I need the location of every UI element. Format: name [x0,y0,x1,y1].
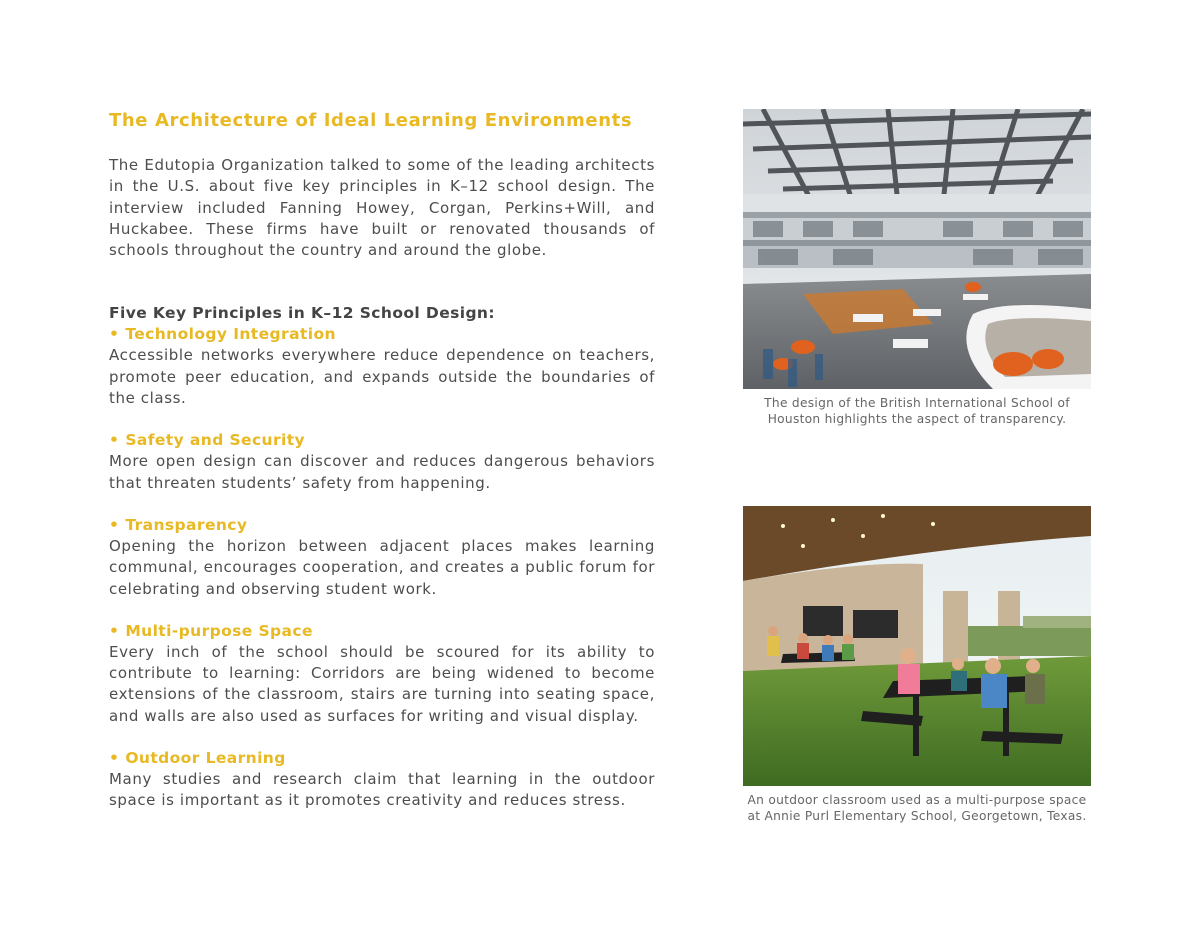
intro-paragraph: The Edutopia Organization talked to some of the leading architects in the U.S. about five key principles in K–12 school design. The interview included Fanning Howey, Corgan, Perkins+Will, and Huckabee. These firms have built or renovated thousands of schools throughout the country and around the globe. [109,156,655,260]
principle-multi-purpose-space [109,621,655,727]
bullet-icon: • [109,515,120,534]
principle-body: Every inch of the school should be scoured for its ability to contribute to learning: Corridors are being widened to become extensions of the classroom, stairs are turning into seating space, and walls are also used as surfaces for writing and visual display. [109,642,655,725]
principle-transparency [109,515,655,600]
principle-body: More open design can discover and reduces dangerous behaviors that threaten students’ safety from happening. [109,452,655,492]
principle-title: • Multi-purpose Space [109,621,313,640]
principle-title: • Safety and Security [109,431,306,450]
principle-title: • Technology Integration [109,325,336,344]
principle-outdoor-learning [109,748,655,812]
outdoor-classroom-photo [743,506,1091,786]
bullet-icon: • [109,325,120,344]
page-title: The Architecture of Ideal Learning Environments [109,110,633,131]
figure-annie-purl-elementary [743,506,1091,824]
figure-caption: The design of the British International School of Houston highlights the aspect of transparency. [764,396,1070,426]
principles-heading: Five Key Principles in K–12 School Design: [109,304,495,323]
principle-body: Opening the horizon between adjacent places makes learning communal, encourages cooperation, and creates a public forum for celebrating and observing student work. [109,536,655,598]
figure-british-international-school [743,109,1091,427]
principle-title: • Transparency [109,515,248,534]
principle-safety-security [109,430,655,494]
principle-technology-integration [109,324,655,409]
principle-body: Accessible networks everywhere reduce dependence on teachers, promote peer education, and expands outside the boundaries of the class. [109,346,655,408]
atrium-library-photo [743,109,1091,389]
bullet-icon: • [109,621,120,640]
figure-caption: An outdoor classroom used as a multi-purpose space at Annie Purl Elementary School, Georgetown, Texas. [747,793,1087,823]
bullet-icon: • [109,749,120,768]
main-text-column [109,108,655,812]
bullet-icon: • [109,431,120,450]
principle-body: Many studies and research claim that learning in the outdoor space is important as it promotes creativity and reduces stress. [109,770,655,810]
principle-title: • Outdoor Learning [109,749,286,768]
